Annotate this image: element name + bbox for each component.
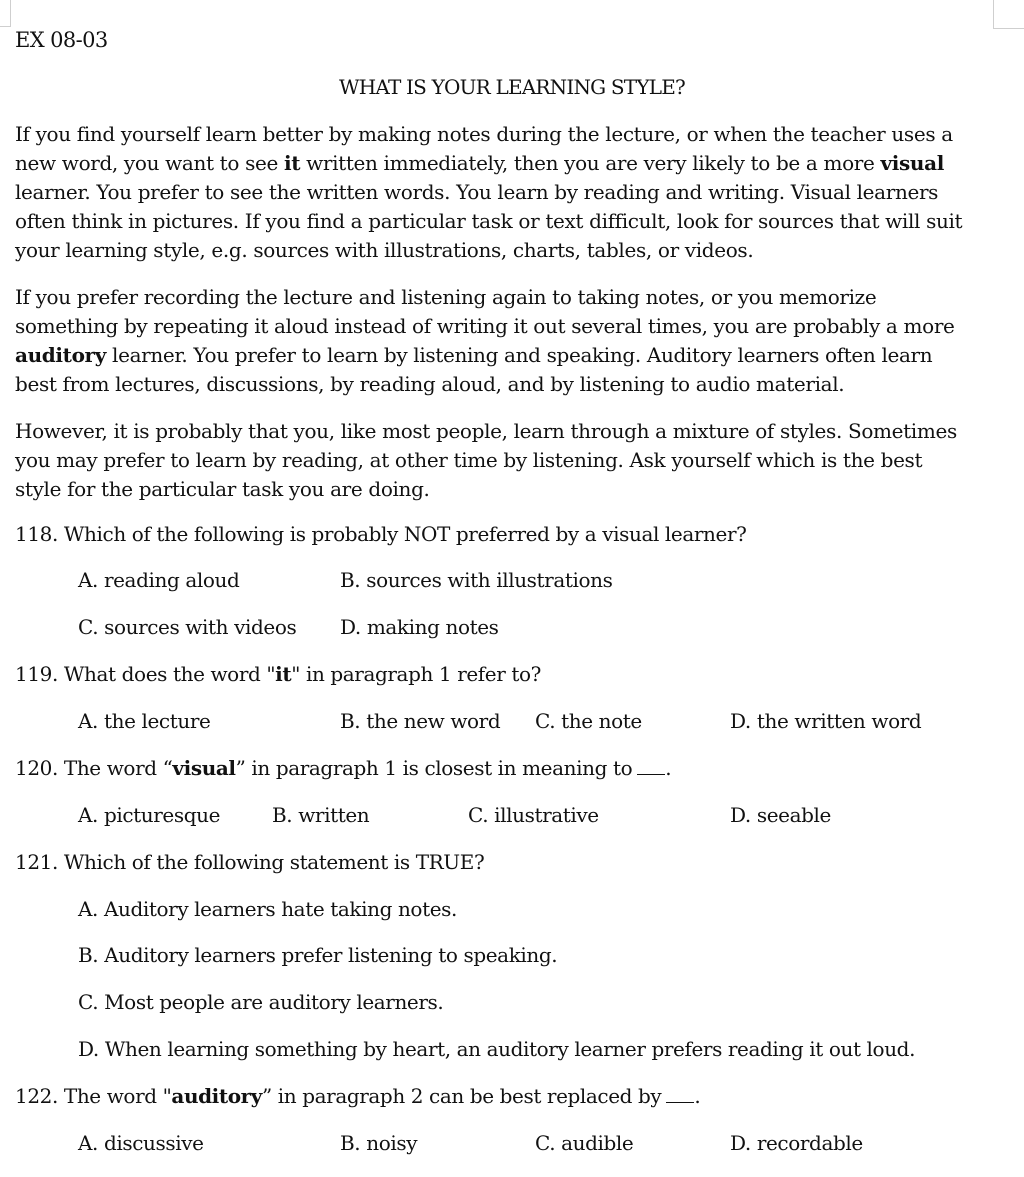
question-118: 118. Which of the following is probably NOT preferred by a visual learner? xyxy=(15,522,747,546)
page-corner-mark xyxy=(993,0,1024,29)
answer-blank xyxy=(666,1102,694,1103)
q120-option-d: D. seeable xyxy=(730,803,831,827)
paragraph-line: learner. You prefer to see the written words. You learn by reading and writing. Visual learners xyxy=(15,180,939,204)
q120-option-b: B. written xyxy=(272,803,370,827)
q120-option-a: A. picturesque xyxy=(78,803,221,827)
paragraph-3 xyxy=(15,417,957,504)
paragraph-2 xyxy=(15,283,955,399)
paragraph-line: If you find yourself learn better by making notes during the lecture, or when the teacher uses a xyxy=(15,122,953,146)
question-120: 120. The word “visual” in paragraph 1 is closest in meaning to . xyxy=(15,756,672,780)
paragraph-line: best from lectures, discussions, by reading aloud, and by listening to audio material. xyxy=(15,372,845,396)
question-122: 122. The word "auditory” in paragraph 2 can be best replaced by . xyxy=(15,1084,701,1108)
paragraph-line: something by repeating it aloud instead of writing it out several times, you are probably a more xyxy=(15,314,955,338)
paragraph-1 xyxy=(15,120,962,265)
q118-option-c: C. sources with videos xyxy=(78,615,297,639)
q121-option-b: B. Auditory learners prefer listening to speaking. xyxy=(78,943,558,967)
q122-option-b: B. noisy xyxy=(340,1131,418,1155)
paragraph-line: often think in pictures. If you find a particular task or text difficult, look for sources that will suit xyxy=(15,209,963,233)
q118-option-d: D. making notes xyxy=(340,615,499,639)
paragraph-line: new word, you want to see it written immediately, then you are very likely to be a more visual xyxy=(15,151,944,175)
q122-option-d: D. recordable xyxy=(730,1131,863,1155)
paragraph-line: your learning style, e.g. sources with illustrations, charts, tables, or videos. xyxy=(15,238,754,262)
question-119: 119. What does the word "it" in paragraph 1 refer to? xyxy=(15,662,541,686)
paragraph-line: auditory learner. You prefer to learn by listening and speaking. Auditory learners often learn xyxy=(15,343,933,367)
q118-option-b: B. sources with illustrations xyxy=(340,568,613,592)
q122-option-a: A. discussive xyxy=(78,1131,204,1155)
q119-option-d: D. the written word xyxy=(730,709,922,733)
q121-option-d: D. When learning something by heart, an auditory learner prefers reading it out loud. xyxy=(78,1037,916,1061)
answer-blank xyxy=(637,774,665,775)
paragraph-line: If you prefer recording the lecture and listening again to taking notes, or you memorize xyxy=(15,285,877,309)
paragraph-line: However, it is probably that you, like most people, learn through a mixture of styles. Sometimes xyxy=(15,419,957,443)
paragraph-line: you may prefer to learn by reading, at other time by listening. Ask yourself which is the best xyxy=(15,448,923,472)
question-121: 121. Which of the following statement is TRUE? xyxy=(15,850,485,874)
q121-option-c: C. Most people are auditory learners. xyxy=(78,990,444,1014)
paragraph-line: style for the particular task you are doing. xyxy=(15,477,430,501)
q119-option-a: A. the lecture xyxy=(78,709,211,733)
q119-option-b: B. the new word xyxy=(340,709,501,733)
exercise-code: EX 08-03 xyxy=(15,28,108,52)
page-corner-mark xyxy=(0,0,11,27)
q122-option-c: C. audible xyxy=(535,1131,634,1155)
q121-option-a: A. Auditory learners hate taking notes. xyxy=(78,897,457,921)
q120-option-c: C. illustrative xyxy=(468,803,599,827)
q118-option-a: A. reading aloud xyxy=(78,568,240,592)
q119-option-c: C. the note xyxy=(535,709,642,733)
page-title: WHAT IS YOUR LEARNING STYLE? xyxy=(339,75,685,99)
